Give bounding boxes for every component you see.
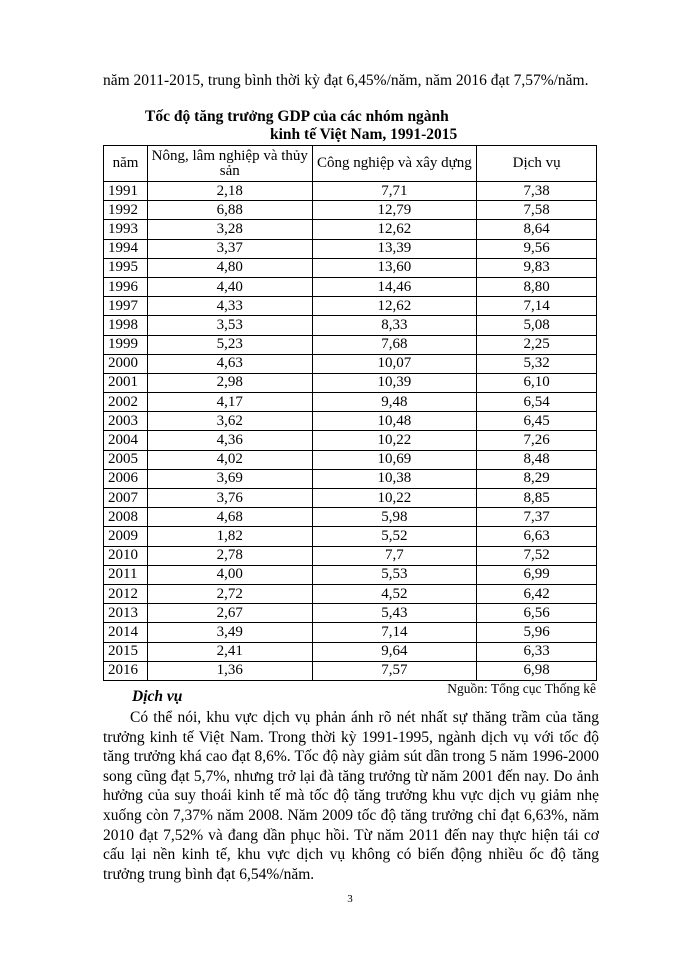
cell-industry: 5,43 (312, 604, 477, 623)
cell-year: 2013 (104, 604, 148, 623)
table-row (104, 239, 597, 258)
cell-agriculture: 2,67 (147, 604, 312, 623)
cell-year: 1991 (104, 182, 148, 201)
cell-industry: 10,22 (312, 431, 477, 450)
table-row (104, 642, 597, 661)
cell-services: 5,96 (477, 623, 597, 642)
cell-agriculture: 4,00 (147, 565, 312, 584)
cell-services: 6,99 (477, 565, 597, 584)
cell-agriculture: 3,69 (147, 469, 312, 488)
cell-services: 6,54 (477, 393, 597, 412)
table-row (104, 335, 597, 354)
cell-year: 2012 (104, 584, 148, 603)
cell-year: 1999 (104, 335, 148, 354)
header-industry: Công nghiệp và xây dựng (312, 146, 477, 182)
table-row (104, 431, 597, 450)
table-row (104, 220, 597, 239)
cell-industry: 10,69 (312, 450, 477, 469)
table-row (104, 182, 597, 201)
cell-agriculture: 2,78 (147, 546, 312, 565)
intro-text: năm 2011-2015, trung bình thời kỳ đạt 6,45%/năm, năm 2016 đạt 7,57%/năm. (103, 72, 589, 89)
table-title-line1: Tốc độ tăng trưởng GDP của các nhóm ngành (145, 108, 449, 125)
cell-year: 2008 (104, 508, 148, 527)
cell-year: 2005 (104, 450, 148, 469)
cell-industry: 7,7 (312, 546, 477, 565)
cell-year: 1996 (104, 277, 148, 296)
cell-services: 7,58 (477, 201, 597, 220)
cell-year: 1997 (104, 297, 148, 316)
cell-industry: 10,22 (312, 489, 477, 508)
cell-year: 2004 (104, 431, 148, 450)
table-row (104, 412, 597, 431)
cell-services: 6,10 (477, 373, 597, 392)
cell-agriculture: 5,23 (147, 335, 312, 354)
table-body (104, 182, 597, 681)
cell-agriculture: 1,82 (147, 527, 312, 546)
cell-services: 6,45 (477, 412, 597, 431)
cell-agriculture: 3,62 (147, 412, 312, 431)
cell-agriculture: 4,40 (147, 277, 312, 296)
cell-services: 7,52 (477, 546, 597, 565)
cell-industry: 9,48 (312, 393, 477, 412)
cell-agriculture: 3,76 (147, 489, 312, 508)
cell-services: 5,08 (477, 316, 597, 335)
cell-year: 2014 (104, 623, 148, 642)
section-paragraph: Có thể nói, khu vực dịch vụ phản ánh rõ nét nhất sự thăng trầm của tăng trưởng kinh tế Việt Nam. Trong thời kỳ 1991-1995, ngành dịch vụ với tốc độ tăng trưởng khá cao đạt 8,6%. Tốc độ này giảm sút dần trong 5 năm 1996-2000 song cũng đạt 5,7%, nhưng trở lại đà tăng trưởng từ năm 2001 đến nay. Do ảnh hưởng của suy thoái kinh tế mà tốc độ tăng trưởng khu vực dịch vụ giảm nhẹ xuống còn 7,37% năm 2008. Năm 2009 tốc độ tăng trưởng chỉ đạt 6,63%, năm 2010 đạt 7,52% và đang dần phục hồi. Từ năm 2011 đến nay thực hiện tái cơ cấu lại nền kinh tế, khu vực dịch vụ không có biến động nhiều ốc độ tăng trưởng trung bình đạt 6,54%/năm. (103, 709, 599, 883)
table-title-line2: kinh tế Việt Nam, 1991-2015 (270, 126, 458, 143)
table-row (104, 527, 597, 546)
cell-industry: 13,39 (312, 239, 477, 258)
cell-year: 2009 (104, 527, 148, 546)
table-row (104, 297, 597, 316)
cell-agriculture: 2,41 (147, 642, 312, 661)
cell-services: 8,29 (477, 469, 597, 488)
cell-industry: 7,68 (312, 335, 477, 354)
table-header-row (104, 146, 597, 182)
cell-industry: 9,64 (312, 642, 477, 661)
cell-year: 2015 (104, 642, 148, 661)
cell-year: 2000 (104, 354, 148, 373)
cell-agriculture: 4,63 (147, 354, 312, 373)
cell-year: 2006 (104, 469, 148, 488)
cell-agriculture: 2,72 (147, 584, 312, 603)
header-year: năm (104, 146, 148, 182)
cell-services: 8,64 (477, 220, 597, 239)
cell-services: 8,85 (477, 489, 597, 508)
cell-services: 5,32 (477, 354, 597, 373)
table-row (104, 604, 597, 623)
cell-services: 6,98 (477, 661, 597, 680)
cell-services: 7,37 (477, 508, 597, 527)
table-row (104, 584, 597, 603)
cell-services: 7,38 (477, 182, 597, 201)
cell-agriculture: 3,28 (147, 220, 312, 239)
cell-year: 1994 (104, 239, 148, 258)
cell-services: 8,48 (477, 450, 597, 469)
table-row (104, 258, 597, 277)
cell-agriculture: 4,02 (147, 450, 312, 469)
table-row (104, 277, 597, 296)
table-row (104, 489, 597, 508)
cell-agriculture: 3,53 (147, 316, 312, 335)
cell-industry: 4,52 (312, 584, 477, 603)
cell-industry: 5,53 (312, 565, 477, 584)
intro-paragraph (103, 71, 599, 90)
page-number: 3 (347, 893, 353, 905)
table-row (104, 661, 597, 680)
table-row (104, 508, 597, 527)
table-row (104, 546, 597, 565)
table-row (104, 354, 597, 373)
gdp-growth-table (103, 145, 597, 681)
cell-agriculture: 3,49 (147, 623, 312, 642)
cell-services: 6,42 (477, 584, 597, 603)
cell-industry: 12,62 (312, 297, 477, 316)
cell-year: 2016 (104, 661, 148, 680)
cell-year: 1993 (104, 220, 148, 239)
cell-industry: 7,14 (312, 623, 477, 642)
cell-services: 9,83 (477, 258, 597, 277)
table-row (104, 316, 597, 335)
table-row (104, 450, 597, 469)
cell-agriculture: 2,98 (147, 373, 312, 392)
cell-services: 7,14 (477, 297, 597, 316)
table-row (104, 201, 597, 220)
cell-agriculture: 6,88 (147, 201, 312, 220)
cell-services: 7,26 (477, 431, 597, 450)
table-row (104, 393, 597, 412)
section-body (103, 708, 599, 884)
table-row (104, 469, 597, 488)
cell-industry: 13,60 (312, 258, 477, 277)
cell-industry: 7,57 (312, 661, 477, 680)
cell-services: 6,56 (477, 604, 597, 623)
cell-agriculture: 4,17 (147, 393, 312, 412)
cell-agriculture: 3,37 (147, 239, 312, 258)
cell-agriculture: 4,68 (147, 508, 312, 527)
cell-industry: 12,79 (312, 201, 477, 220)
cell-services: 9,56 (477, 239, 597, 258)
cell-services: 6,33 (477, 642, 597, 661)
table-row (104, 565, 597, 584)
cell-year: 2010 (104, 546, 148, 565)
cell-year: 1995 (104, 258, 148, 277)
header-agriculture: Nông, lâm nghiệp và thủy sản (147, 146, 312, 182)
cell-industry: 5,98 (312, 508, 477, 527)
cell-industry: 5,52 (312, 527, 477, 546)
table-row (104, 623, 597, 642)
section-heading: Dịch vụ (132, 688, 183, 705)
cell-industry: 8,33 (312, 316, 477, 335)
cell-industry: 7,71 (312, 182, 477, 201)
cell-agriculture: 4,80 (147, 258, 312, 277)
cell-industry: 10,48 (312, 412, 477, 431)
cell-year: 2001 (104, 373, 148, 392)
cell-industry: 10,38 (312, 469, 477, 488)
cell-year: 1998 (104, 316, 148, 335)
cell-industry: 14,46 (312, 277, 477, 296)
cell-agriculture: 4,36 (147, 431, 312, 450)
cell-industry: 10,39 (312, 373, 477, 392)
cell-industry: 12,62 (312, 220, 477, 239)
cell-services: 8,80 (477, 277, 597, 296)
table-row (104, 373, 597, 392)
header-services: Dịch vụ (477, 146, 597, 182)
cell-year: 1992 (104, 201, 148, 220)
cell-agriculture: 2,18 (147, 182, 312, 201)
source-note: Nguồn: Tổng cục Thống kê (447, 681, 596, 696)
cell-year: 2007 (104, 489, 148, 508)
cell-agriculture: 4,33 (147, 297, 312, 316)
cell-agriculture: 1,36 (147, 661, 312, 680)
cell-industry: 10,07 (312, 354, 477, 373)
cell-year: 2003 (104, 412, 148, 431)
cell-year: 2011 (104, 565, 148, 584)
cell-year: 2002 (104, 393, 148, 412)
cell-services: 6,63 (477, 527, 597, 546)
cell-services: 2,25 (477, 335, 597, 354)
